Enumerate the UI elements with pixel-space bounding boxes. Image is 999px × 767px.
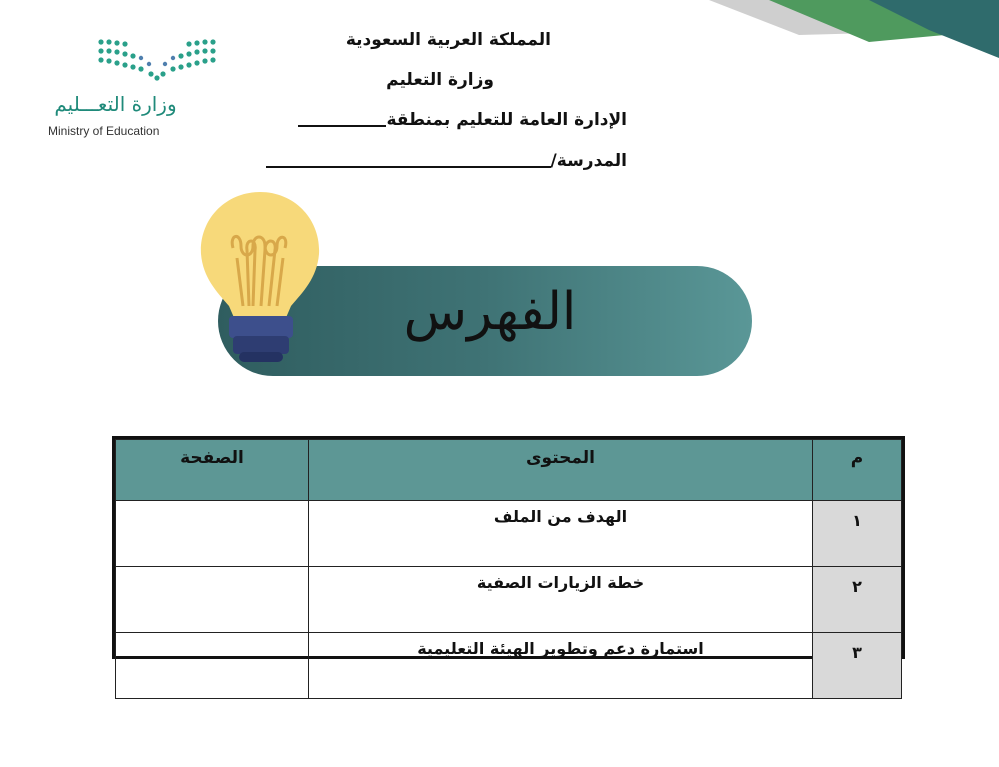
row-page[interactable] [116,567,309,633]
logo-arabic-text: وزارة التعـــليم [54,92,177,116]
administration-label: الإدارة العامة للتعليم بمنطقة [386,110,627,130]
index-table [112,436,905,662]
light-bulb-icon [195,188,325,368]
row-number: ٣ [813,633,902,699]
row-page[interactable] [116,633,309,699]
school-label: المدرسة/ [550,151,627,171]
header-page: الصفحة [116,440,309,501]
ministry-logo-icon [96,36,221,86]
row-page[interactable] [116,501,309,567]
school-line [266,151,627,171]
row-number: ١ [813,501,902,567]
header-content: المحتوى [309,440,813,501]
table-row [116,567,902,633]
row-content: خطة الزيارات الصفية [309,567,813,633]
ministry-logo [38,28,233,148]
ministry-title: وزارة التعليم [386,70,494,90]
row-content: استمارة دعم وتطوير الهيئة التعليمية [309,633,813,699]
corner-decoration [569,0,999,70]
index-title: الفهرس [403,282,577,342]
administration-line [298,110,627,130]
table-row [116,633,902,699]
header-number: م [813,440,902,501]
row-number: ٢ [813,567,902,633]
table-header-row [116,440,902,501]
administration-blank [298,123,386,127]
logo-english-text: Ministry of Education [48,124,160,138]
school-blank [266,164,551,168]
kingdom-title: المملكة العربية السعودية [345,30,551,50]
table-row [116,501,902,567]
row-content: الهدف من الملف [309,501,813,567]
